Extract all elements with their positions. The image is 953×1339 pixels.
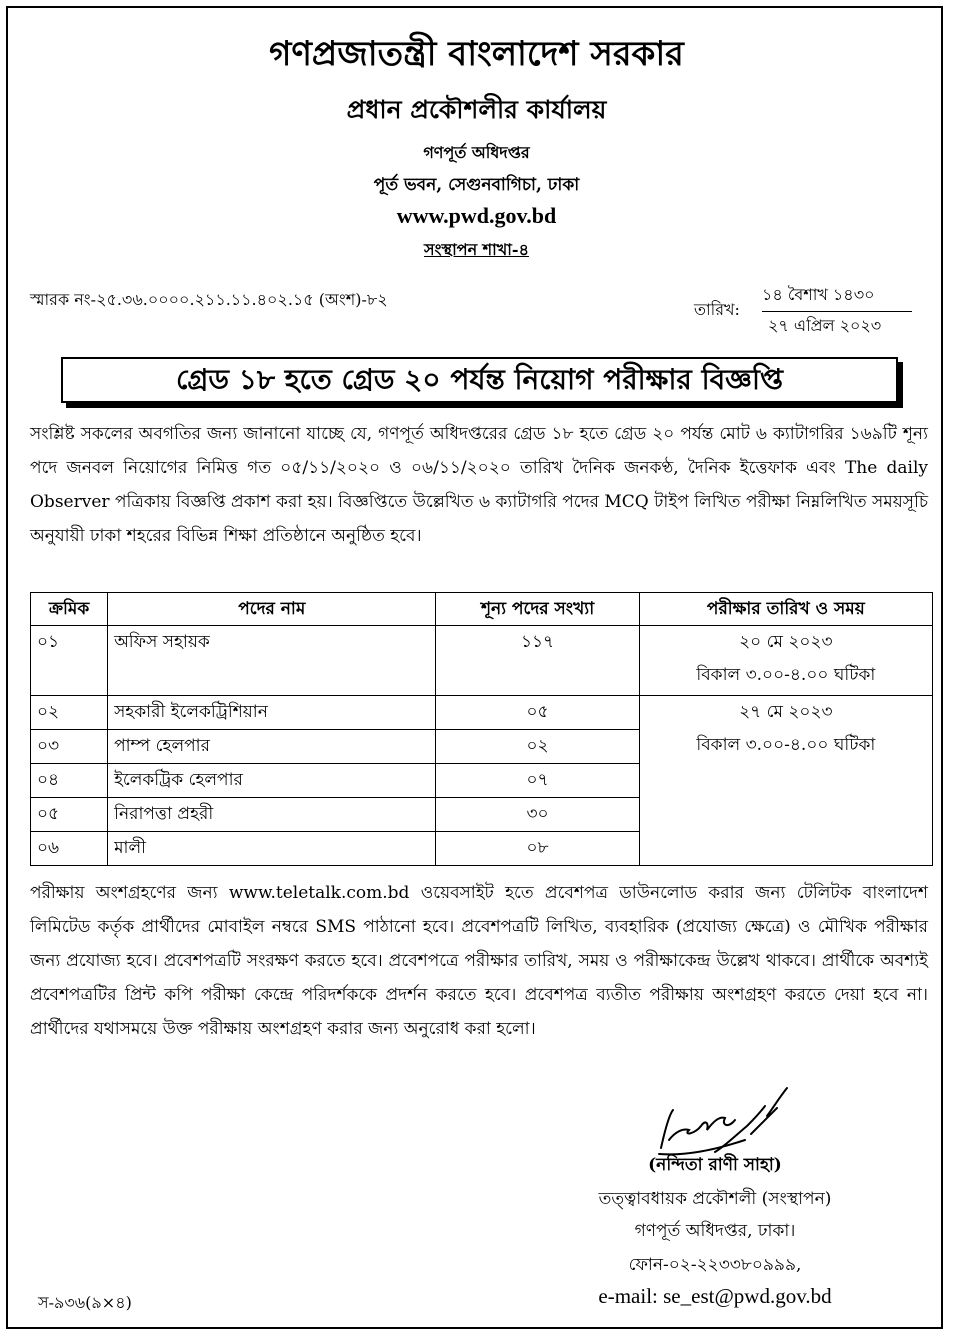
row-post: পাম্প হেলপার: [108, 730, 436, 764]
row-serial: ০৪: [31, 764, 108, 798]
signatory-designation: তত্ত্বাবধায়ক প্রকৌশলী (সংস্থাপন): [598, 1189, 832, 1209]
exam-schedule-table: [30, 592, 933, 866]
handwritten-signature: [655, 1070, 815, 1160]
exam-date: ২৭ মে ২০২৩: [739, 702, 833, 722]
row-serial: ০৫: [31, 798, 108, 832]
row-count: ০৮: [436, 832, 639, 866]
office-name: প্রধান প্রকৌশলীর কার্যালয়: [346, 95, 607, 124]
website-link[interactable]: www.pwd.gov.bd: [396, 203, 557, 228]
row-post: নিরাপত্তা প্রহরী: [108, 798, 436, 832]
header-count: শূন্য পদের সংখ্যা: [436, 593, 639, 626]
row-count: ০২: [436, 730, 639, 764]
row-post: অফিস সহায়ক: [108, 626, 436, 696]
government-name: গণপ্রজাতন্ত্রী বাংলাদেশ সরকার: [269, 34, 684, 74]
signatory-email[interactable]: e-mail: se_est@pwd.gov.bd: [598, 1284, 832, 1308]
row-serial: ০৬: [31, 832, 108, 866]
row-count: ০৭: [436, 764, 639, 798]
row-post: মালী: [108, 832, 436, 866]
signatory-office: গণপূর্ত অধিদপ্তর, ঢাকা।: [634, 1221, 796, 1241]
instructions-paragraph: পরীক্ষায় অংশগ্রহণের জন্য www.teletalk.com.bd ওয়েবসাইট হতে প্রবেশপত্র ডাউনলোড করার জন্য টেলিটক বাংলাদেশ লিমিটেড কর্তৃক প্রার্থীদের মোবাইল নম্বরে SMS পাঠানো হবে। প্রবেশপত্রটি লিখিত, ব্যবহারিক (প্রযোজ্য ক্ষেত্রে) ও মৌখিক পরীক্ষার জন্য প্রযোজ্য হবে। প্রবেশপত্রটি সংরক্ষণ করতে হবে। প্রবেশপত্রে পরীক্ষার তারিখ, সময় ও পরীক্ষাকেন্দ্র উল্লেখ থাকবে। প্রার্থীকে অবশ্যই প্রবেশপত্রটির প্রিন্ট কপি পরীক্ষা কেন্দ্রে পরিদর্শককে প্রদর্শন করতে হবে। প্রবেশপত্র ব্যতীত পরীক্ষায় অংশগ্রহণ করতে দেয়া হবে না। প্রার্থীদের যথাসময়ে উক্ত পরীক্ষায় অংশগ্রহণ করার জন্য অনুরোধ করা হলো।: [30, 883, 928, 1039]
date-gregorian: ২৭ এপ্রিল ২০২৩: [768, 316, 882, 335]
memo-number: স্মারক নং-২৫.৩৬.০০০০.২১১.১১.৪০২.১৫ (অংশ)-৮২: [30, 290, 388, 309]
signatory-name: (নন্দিতা রাণী সাহা): [648, 1155, 782, 1175]
notice-title: গ্রেড ১৮ হতে গ্রেড ২০ পর্যন্ত নিয়োগ পরীক্ষার বিজ্ঞপ্তি: [61, 357, 898, 403]
row-serial: ০২: [31, 696, 108, 730]
row-serial: ০১: [31, 626, 108, 696]
row-count: ১১৭: [436, 626, 639, 696]
row-serial: ০৩: [31, 730, 108, 764]
schedule-cell: [639, 696, 932, 866]
header-serial: ক্রমিক: [31, 593, 108, 626]
date-label: তারিখ:: [694, 300, 740, 319]
intro-paragraph: সংশ্লিষ্ট সকলের অবগতির জন্য জানানো যাচ্ছে যে, গণপূর্ত অধিদপ্তরের গ্রেড ১৮ হতে গ্রেড ২০ পর্যন্ত মোট ৬ ক্যাটাগরির ১৬৯টি শূন্য পদে জনবল নিয়োগের নিমিত্ত গত ০৫/১১/২০২০ ও ০৬/১১/২০২০ তারিখ দৈনিক জনকণ্ঠ, দৈনিক ইত্তেফাক এবং The daily Observer পত্রিকায় বিজ্ঞপ্তি প্রকাশ করা হয়। বিজ্ঞপ্তিতে উল্লেখিত ৬ ক্যাটাগরি পদের MCQ টাইপ লিখিত পরীক্ষা নিম্নলিখিত সময়সূচি অনুযায়ী ঢাকা শহরের বিভিন্ন শিক্ষা প্রতিষ্ঠানে অনুষ্ঠিত হবে।: [30, 424, 928, 546]
department-name: গণপূর্ত অধিদপ্তর: [423, 143, 530, 162]
office-address: পূর্ত ভবন, সেগুনবাগিচা, ঢাকা: [373, 175, 580, 195]
row-post: সহকারী ইলেকট্রিশিয়ান: [108, 696, 436, 730]
table-row: [31, 626, 933, 696]
header-post: পদের নাম: [108, 593, 436, 626]
reference-code: স-৯৩৬(৯×৪): [38, 1293, 132, 1312]
branch-name: সংস্থাপন শাখা-৪: [424, 240, 529, 259]
signatory-phone: ফোন-০২-২২৩৩৮০৯৯৯,: [628, 1255, 802, 1275]
schedule-cell: [639, 626, 932, 696]
table-row: [31, 696, 933, 730]
date-bangla: ১৪ বৈশাখ ১৪৩০: [762, 282, 912, 312]
table-header-row: [31, 593, 933, 626]
exam-time: বিকাল ৩.০০-৪.০০ ঘটিকা: [696, 735, 876, 755]
header-schedule: পরীক্ষার তারিখ ও সময়: [639, 593, 932, 626]
row-post: ইলেকট্রিক হেলপার: [108, 764, 436, 798]
row-count: ৩০: [436, 798, 639, 832]
exam-time: বিকাল ৩.০০-৪.০০ ঘটিকা: [696, 665, 876, 685]
row-count: ০৫: [436, 696, 639, 730]
exam-date: ২০ মে ২০২৩: [739, 632, 833, 652]
